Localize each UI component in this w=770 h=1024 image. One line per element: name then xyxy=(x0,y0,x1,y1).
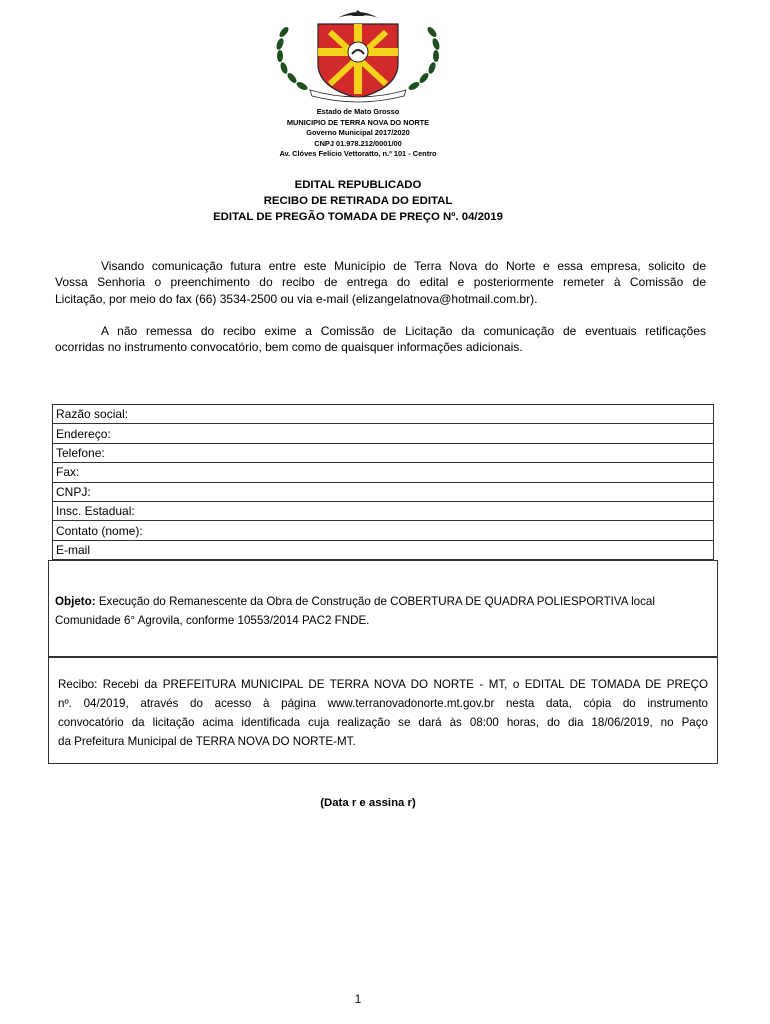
field-razao-social[interactable]: Razão social: xyxy=(53,405,714,424)
intro-p2-line: A não remessa do recibo exime a Comissão de Licitação da comunicação de eventuais retificações xyxy=(101,324,706,338)
title-recibo: RECIBO DE RETIRADA DO EDITAL xyxy=(263,195,453,207)
field-contato[interactable]: Contato (nome): xyxy=(53,521,714,540)
objeto-label: Objeto: xyxy=(55,595,96,608)
intro-paragraph-2 xyxy=(55,323,706,356)
intro-p1-line: Visando comunicação futura entre este Município de Terra Nova do Norte e essa empresa, solicito de xyxy=(101,259,706,273)
header-state: Estado de Mato Grosso xyxy=(316,107,400,116)
field-telefone[interactable]: Telefone: xyxy=(53,443,714,462)
signature-instruction: (Data r e assina r) xyxy=(320,797,416,809)
recibo-line: nº. 04/2019, através do acesso à página www.terranovadonorte.mt.gov.br nesta data, cópia do instrumento xyxy=(58,697,708,710)
field-email[interactable]: E-mail xyxy=(53,540,714,559)
header-government: Governo Municipal 2017/2020 xyxy=(306,128,410,137)
header-municipality: MUNICIPIO DE TERRA NOVA DO NORTE xyxy=(286,117,430,127)
header-cnpj: CNPJ 01.978.212/0001/00 xyxy=(314,138,402,148)
intro-paragraph-1 xyxy=(55,258,706,307)
field-fax[interactable]: Fax: xyxy=(53,463,714,482)
field-endereco[interactable]: Endereço: xyxy=(53,424,714,443)
header-address: Av. Clóves Felício Vettoratto, n.º 101 - Centro xyxy=(279,149,437,158)
field-insc-estadual[interactable]: Insc. Estadual: xyxy=(53,501,714,520)
intro-p2-line: ocorridas no instrumento convocatório, bem como de quaisquer informações adicionais. xyxy=(55,340,523,355)
title-edital: EDITAL DE PREGÃO TOMADA DE PREÇO Nº. 04/2019 xyxy=(213,211,503,223)
company-info-form xyxy=(52,404,714,560)
intro-p1-line: Vossa Senhoria o preenchimento do recibo de entrega do edital e posteriormente remeter à Comissão de xyxy=(55,275,706,290)
page-number: 1 xyxy=(354,992,362,1006)
field-cnpj[interactable]: CNPJ: xyxy=(53,482,714,501)
objeto-line-2: Comunidade 6° Agrovila, conforme 10553/2014 PAC2 FNDE. xyxy=(55,614,370,627)
objeto-text xyxy=(55,592,720,630)
municipal-coat-of-arms xyxy=(270,4,446,104)
recibo-line: convocatório da licitação acima identificada cuja realização se dará às 08:00 horas, do dia 18/06/2019, no Paço xyxy=(58,716,708,729)
recibo-text xyxy=(58,675,708,751)
objeto-line-1: Execução do Remanescente da Obra de Construção de COBERTURA DE QUADRA POLIESPORTIVA local xyxy=(98,595,655,608)
recibo-line: da Prefeitura Municipal de TERRA NOVA DO NORTE-MT. xyxy=(58,735,356,748)
title-republicado: EDITAL REPUBLICADO xyxy=(294,179,422,191)
laurel-left-icon xyxy=(275,25,309,91)
intro-p1-line: Licitação, por meio do fax (66) 3534-2500 ou via e-mail (elizangelatnova@hotmail.com.br). xyxy=(55,291,538,306)
recibo-line: Recibo: Recebi da PREFEITURA MUNICIPAL DE TERRA NOVA DO NORTE - MT, o EDITAL DE TOMADA DE PREÇO xyxy=(58,678,708,691)
laurel-right-icon xyxy=(407,25,441,91)
